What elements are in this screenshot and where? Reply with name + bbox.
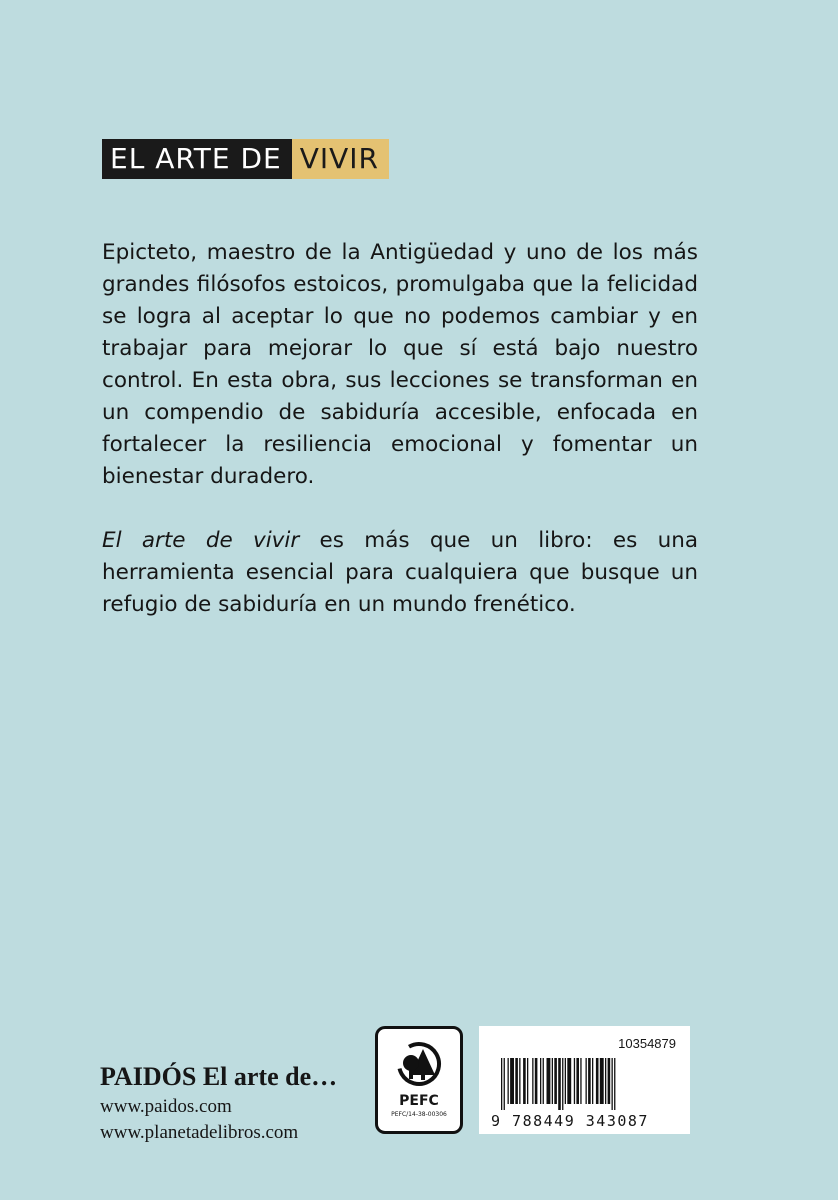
barcode-bar xyxy=(547,1058,551,1104)
barcode-bar xyxy=(565,1058,566,1104)
barcode-bar xyxy=(574,1058,575,1104)
blurb-paragraph-2 xyxy=(102,525,698,621)
barcode-bar xyxy=(523,1058,526,1104)
barcode-bar xyxy=(576,1058,579,1104)
barcode-bar xyxy=(540,1058,541,1104)
barcode-bar xyxy=(612,1058,613,1110)
barcode-bar xyxy=(580,1058,581,1104)
barcode-bar xyxy=(510,1058,514,1104)
barcode-bar xyxy=(515,1058,518,1104)
barcode-bar xyxy=(535,1058,538,1104)
barcode-isbn: 9 788449 343087 xyxy=(491,1112,649,1130)
blurb-paragraph-1: Epicteto, maestro de la Antigüedad y uno de los más grandes filósofos estoicos, promulgaba que la felicidad se logra al aceptar lo que no podemos cambiar y en trabajar para mejorar lo que sí está bajo nuestro control. En esta obra, sus lecciones se transforman en un compendio de sabiduría accesible, enfocada en fortalecer la resiliencia emocional y fomentar un bienestar duradero. xyxy=(102,240,698,489)
barcode-bar xyxy=(504,1058,505,1110)
publisher-series: El arte de… xyxy=(202,1062,338,1091)
barcode-bar xyxy=(592,1058,593,1104)
barcode-bar xyxy=(608,1058,611,1104)
barcode-bar xyxy=(567,1058,571,1104)
publisher-name: PAIDÓS xyxy=(100,1062,197,1091)
barcode-bar xyxy=(600,1058,604,1104)
barcode-bar xyxy=(532,1058,533,1104)
barcode-bar xyxy=(588,1058,591,1104)
barcode-bar xyxy=(605,1058,606,1104)
barcode-bar xyxy=(554,1058,557,1104)
blurb-book-title: El arte de vivir xyxy=(102,528,300,553)
publisher-url-1: www.paidos.com xyxy=(100,1096,232,1117)
back-cover-blurb xyxy=(102,237,698,621)
barcode-bar xyxy=(501,1058,502,1110)
barcode-bar xyxy=(508,1058,509,1104)
barcode-bar xyxy=(562,1058,563,1110)
barcode-bar xyxy=(596,1058,599,1104)
pefc-trees-icon xyxy=(394,1041,444,1087)
barcode-bar xyxy=(543,1058,544,1104)
barcode-bars xyxy=(501,1058,671,1110)
barcode-bar xyxy=(527,1058,528,1104)
series-badge-gold: VIVIR xyxy=(292,139,389,179)
barcode-number: 10354879 xyxy=(618,1036,676,1051)
publisher-url-2: www.planetadelibros.com xyxy=(100,1122,299,1143)
blurb-paragraph-2-text: es más que un libro: es una herramienta esencial para cualquiera que busque un refugio de sabiduría en un mundo frenético. xyxy=(102,528,699,617)
barcode-bar xyxy=(552,1058,553,1104)
publisher-imprint xyxy=(100,1060,337,1094)
pefc-code: PEFC/14-38-00306 xyxy=(391,1111,447,1118)
barcode-bar xyxy=(519,1058,520,1104)
series-badge xyxy=(102,139,389,179)
publisher-block xyxy=(100,1060,337,1146)
pefc-logo xyxy=(375,1026,463,1134)
barcode-bar xyxy=(614,1058,615,1110)
barcode-bar xyxy=(558,1058,561,1110)
barcode-bar xyxy=(586,1058,587,1104)
barcode-box xyxy=(479,1026,690,1134)
series-badge-dark: EL ARTE DE xyxy=(102,139,292,179)
pefc-word: PEFC xyxy=(399,1093,439,1109)
